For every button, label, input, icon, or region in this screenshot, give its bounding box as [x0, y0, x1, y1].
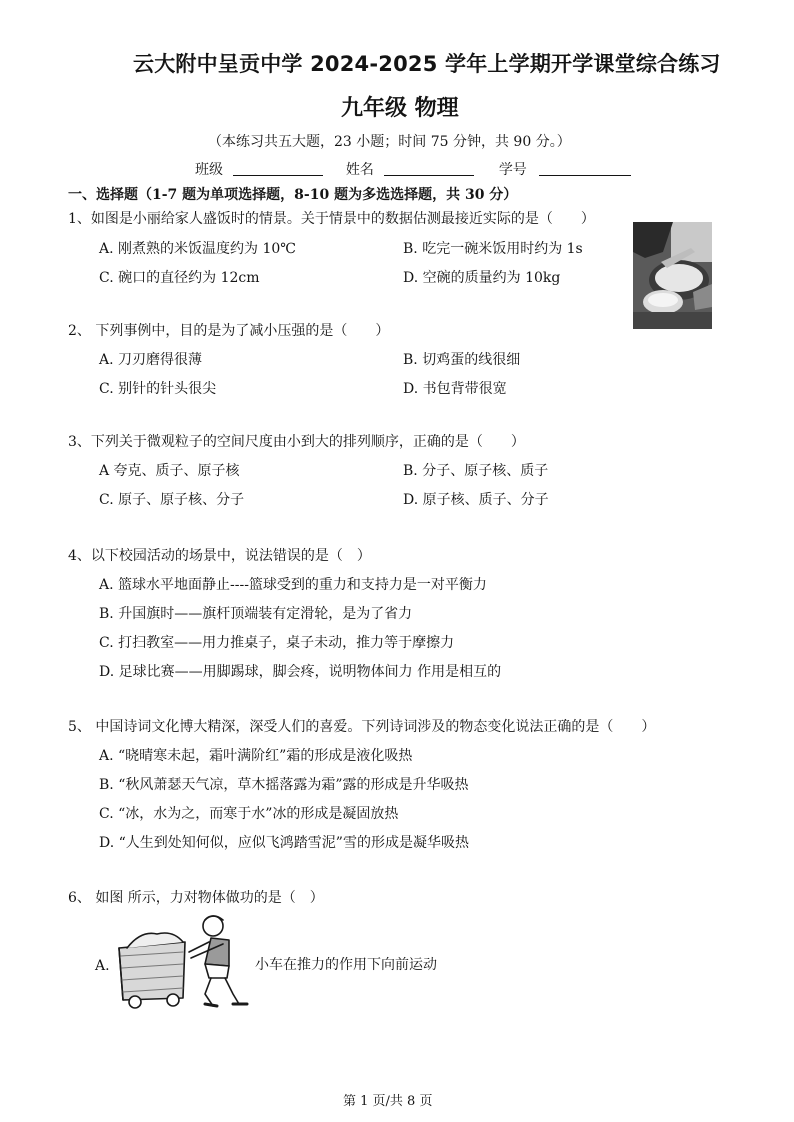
question-3-option-b[interactable]: B. 分子、原子核、质子: [403, 463, 549, 479]
name-label: 姓名: [345, 162, 374, 178]
section-heading: 一、选择题（1-7 题为单项选择题，8-10 题为多选选择题，共 30 分）: [68, 187, 518, 203]
question-4-option-d[interactable]: D. 足球比赛——用脚踢球，脚会疼，说明物体间力 作用是相互的: [99, 664, 502, 680]
student-id-field[interactable]: [539, 161, 631, 176]
question-4-stem: 4、以下校园活动的场景中，说法错误的是（ ）: [68, 548, 371, 564]
exam-subtitle: 九年级 物理: [341, 96, 459, 121]
rice-serving-photo-icon: [633, 222, 712, 329]
question-5-option-b[interactable]: B. “秋风萧瑟天气凉，草木摇落露为霜”露的形成是升华吸热: [99, 777, 469, 793]
info-fields-row: [195, 161, 631, 179]
question-3-option-a[interactable]: A 夸克、质子、原子核: [99, 463, 240, 479]
question-3-option-d[interactable]: D. 原子核、质子、分子: [403, 492, 549, 508]
class-label: 班级: [195, 162, 223, 178]
question-5-stem: 5、 中国诗词文化博大精深，深受人们的喜爱。下列诗词涉及的物态变化说法正确的是（ ）: [68, 719, 656, 735]
question-2-option-b[interactable]: B. 切鸡蛋的线很细: [403, 352, 521, 368]
question-2-option-d[interactable]: D. 书包背带很宽: [403, 381, 507, 397]
page-number: 第 1 页/共 8 页: [343, 1094, 433, 1109]
question-1-option-a[interactable]: A. 刚煮熟的米饭温度约为 10℃: [99, 241, 296, 257]
question-5-option-c[interactable]: C. “冰，水为之，而寒于水”冰的形成是凝固放热: [99, 806, 399, 822]
question-2-option-c[interactable]: C. 别针的针头很尖: [99, 381, 217, 397]
question-1-option-b[interactable]: B. 吃完一碗米饭用时约为 1s: [403, 241, 583, 257]
question-1-stem: 1、如图是小丽给家人盛饭时的情景。关于情景中的数据估测最接近实际的是（ ）: [68, 211, 595, 227]
question-6-option-a-text: 小车在推力的作用下向前运动: [255, 957, 437, 973]
question-4-option-a[interactable]: A. 篮球水平地面静止----篮球受到的重力和支持力是一对平衡力: [99, 577, 487, 593]
question-5-option-d[interactable]: D. “人生到处知何似，应似飞鸿踏雪泥”雪的形成是凝华吸热: [99, 835, 469, 851]
question-4-option-c[interactable]: C. 打扫教室——用力推桌子，桌子未动，推力等于摩擦力: [99, 635, 455, 651]
question-1-option-d[interactable]: D. 空碗的质量约为 10kg: [403, 270, 561, 286]
question-6-option-a-label[interactable]: A.: [95, 958, 110, 974]
question-4-option-b[interactable]: B. 升国旗时——旗杆顶端装有定滑轮，是为了省力: [99, 606, 413, 622]
exam-title: 云大附中呈贡中学 2024-2025 学年上学期开学课堂综合练习: [133, 52, 721, 76]
class-field[interactable]: [233, 161, 323, 176]
boy-pushing-cart-icon: [113, 912, 263, 1012]
question-3-stem: 3、下列关于微观粒子的空间尺度由小到大的排列顺序，正确的是（ ）: [68, 434, 525, 450]
name-field[interactable]: [384, 161, 474, 176]
question-2-option-a[interactable]: A. 刀刃磨得很薄: [99, 352, 203, 368]
exam-note: （本练习共五大题，23 小题；时间 75 分钟，共 90 分。）: [208, 134, 571, 150]
question-5-option-a[interactable]: A. “晓晴寒未起，霜叶满阶红”霜的形成是液化吸热: [99, 748, 413, 764]
question-1-option-c[interactable]: C. 碗口的直径约为 12cm: [99, 270, 260, 286]
student-id-label: 学号: [498, 162, 527, 178]
question-3-option-c[interactable]: C. 原子、原子核、分子: [99, 492, 245, 508]
question-2-stem: 2、 下列事例中，目的是为了减小压强的是（ ）: [68, 323, 390, 339]
question-6-stem: 6、 如图 所示，力对物体做功的是（ ）: [68, 890, 324, 906]
